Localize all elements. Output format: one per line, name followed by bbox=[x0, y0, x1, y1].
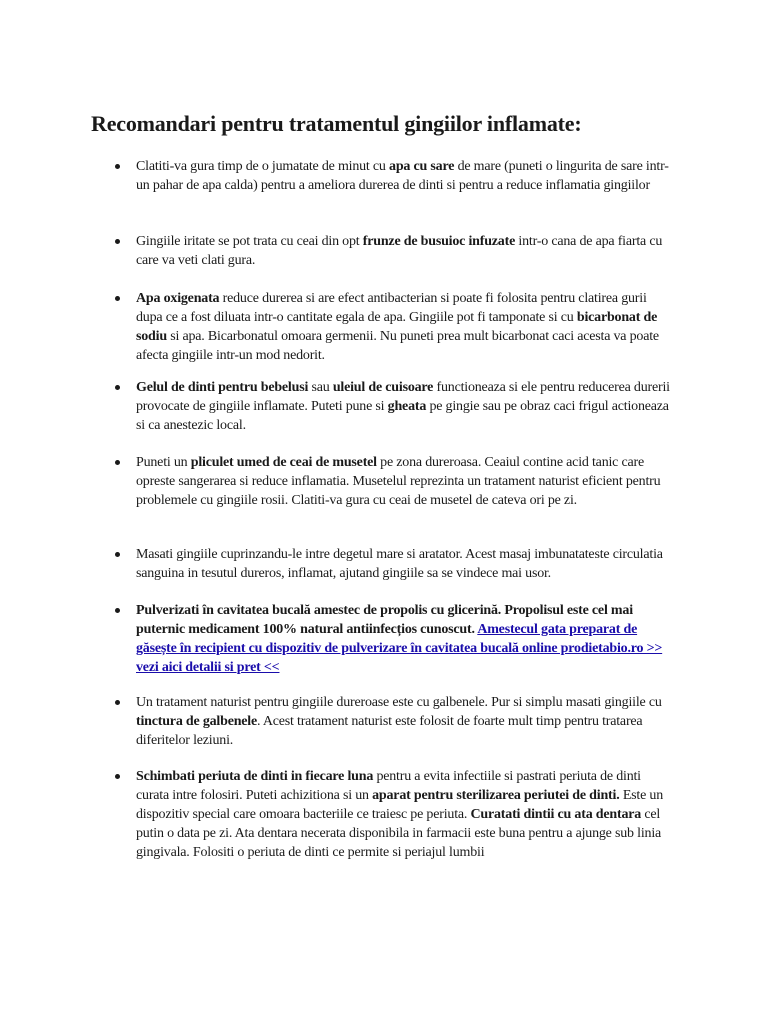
body-text: Un tratament naturist pentru gingiile dureroase este cu galbenele. Pur si simplu masati gingiile cu bbox=[136, 695, 662, 710]
bullet-icon bbox=[115, 700, 120, 705]
body-text: . Acest tratament naturist este folosit de foarte mult timp pentru tratarea diferitelor leziuni. bbox=[136, 714, 643, 748]
list-item-text bbox=[136, 769, 663, 860]
list-item-text bbox=[136, 603, 662, 675]
list-item-text bbox=[136, 159, 669, 193]
body-text: Puneti un bbox=[136, 455, 191, 470]
bold-text: frunze de busuioc infuzate bbox=[362, 234, 516, 249]
bullet-icon bbox=[115, 296, 120, 301]
body-text: pe zona dureroasa. Ceaiul contine acid tanic care opreste sangerarea si reduce inflamatia. Musetelul reprezinta un tratament naturist eficient pentru problemele cu gingiile rosii. Clatiti-va gura cu ceai de musetel de cateva ori pe zi. bbox=[136, 455, 661, 508]
bold-text: Gelul de dinti pentru bebelusi bbox=[136, 380, 309, 395]
bullet-icon bbox=[115, 552, 120, 557]
bullet-icon bbox=[115, 460, 120, 465]
list-item bbox=[136, 378, 676, 435]
list-item bbox=[136, 453, 676, 510]
bold-text: aparat pentru sterilizarea periutei de dinti. bbox=[372, 788, 620, 803]
list-item bbox=[136, 289, 676, 365]
list-item bbox=[136, 545, 676, 583]
bold-text: Schimbati periuta de dinti in fiecare luna bbox=[136, 769, 374, 784]
list-item bbox=[136, 767, 676, 862]
body-text: de mare (puneti o lingurita de sare intr-un pahar de apa calda) pentru a ameliora durerea de dinti si pentru a reduce inflamatia gingiilor bbox=[136, 159, 669, 193]
bold-text: Curatati dintii cu ata dentara bbox=[470, 807, 642, 822]
body-text: Clatiti-va gura timp de o jumatate de minut cu bbox=[136, 159, 390, 174]
bold-text: pliculet umed de ceai de musetel bbox=[190, 455, 377, 470]
list-item-text bbox=[136, 455, 660, 508]
bullet-icon bbox=[115, 164, 120, 169]
list-item-text bbox=[136, 695, 662, 748]
body-text: functioneaza si ele pentru reducerea durerii provocate de gingiile inflamate. Puteti pune si bbox=[136, 380, 670, 414]
bold-text: tinctura de galbenele bbox=[136, 714, 258, 729]
page-title: Recomandari pentru tratamentul gingiilor inflamate: bbox=[91, 111, 582, 136]
list-item-text bbox=[136, 547, 663, 581]
list-item bbox=[136, 693, 676, 750]
body-text: Masati gingiile cuprinzandu-le intre degetul mare si aratator. Acest masaj imbunatateste circulatia sanguina in tesutul dureros, inflamat, ajutand gingiile sa se vindece mai usor. bbox=[136, 547, 663, 581]
bold-text: Apa oxigenata bbox=[136, 291, 220, 306]
body-text: Este un dispozitiv special care omoara bacteriile ce traiesc pe periuta. bbox=[136, 788, 664, 822]
bold-text: Pulverizati în cavitatea bucală amestec de propolis cu glicerină. Propolisul este cel mai puternic medicament 100% natural antiinfecțios cunoscut. bbox=[136, 603, 633, 637]
list-item-text bbox=[136, 380, 670, 433]
list-item bbox=[136, 157, 676, 195]
list-item-text bbox=[136, 234, 662, 268]
bold-text: gheata bbox=[387, 399, 427, 414]
bullet-icon bbox=[115, 608, 120, 613]
body-text: pe gingie sau pe obraz caci frigul actioneaza si ca anestezic local. bbox=[136, 399, 669, 433]
bullet-icon bbox=[115, 239, 120, 244]
bullet-icon bbox=[115, 385, 120, 390]
bold-text: apa cu sare bbox=[389, 159, 455, 174]
body-text: sau bbox=[308, 380, 333, 395]
body-text: reduce durerea si are efect antibacterian si poate fi folosita pentru clatirea gurii dupa ce a fost diluata intr-o cantitate egala de apa. Gingiile pot fi tamponate si cu bbox=[136, 291, 647, 325]
product-link[interactable]: Amestecul gata preparat de găsește în recipient cu dispozitiv de pulverizare în cavitatea bucală online prodietabio.ro >> vezi aici detalii si pret << bbox=[136, 622, 663, 675]
list-item bbox=[136, 601, 676, 677]
bold-text: bicarbonat de sodiu bbox=[136, 310, 658, 344]
bullet-icon bbox=[115, 774, 120, 779]
body-text: pentru a evita infectiile si pastrati periuta de dinti curata intre folosiri. Puteti achizitiona si un bbox=[136, 769, 641, 803]
body-text: cel putin o data pe zi. Ata dentara necerata disponibila in farmacii este buna pentru a ajunge sub linia gingivala. Folositi o periuta de dinti ce permite si periajul lumbii bbox=[136, 807, 662, 860]
body-text: intr-o cana de apa fiarta cu care va veti clati gura. bbox=[136, 234, 663, 268]
body-text: si apa. Bicarbonatul omoara germenii. Nu puneti prea mult bicarbonat caci acesta va poate afecta gingiile intr-un mod nedorit. bbox=[136, 329, 659, 363]
list-item-text bbox=[136, 291, 659, 363]
list-item bbox=[136, 232, 676, 270]
bold-text: uleiul de cuisoare bbox=[332, 380, 434, 395]
body-text: Gingiile iritate se pot trata cu ceai din opt bbox=[136, 234, 363, 249]
